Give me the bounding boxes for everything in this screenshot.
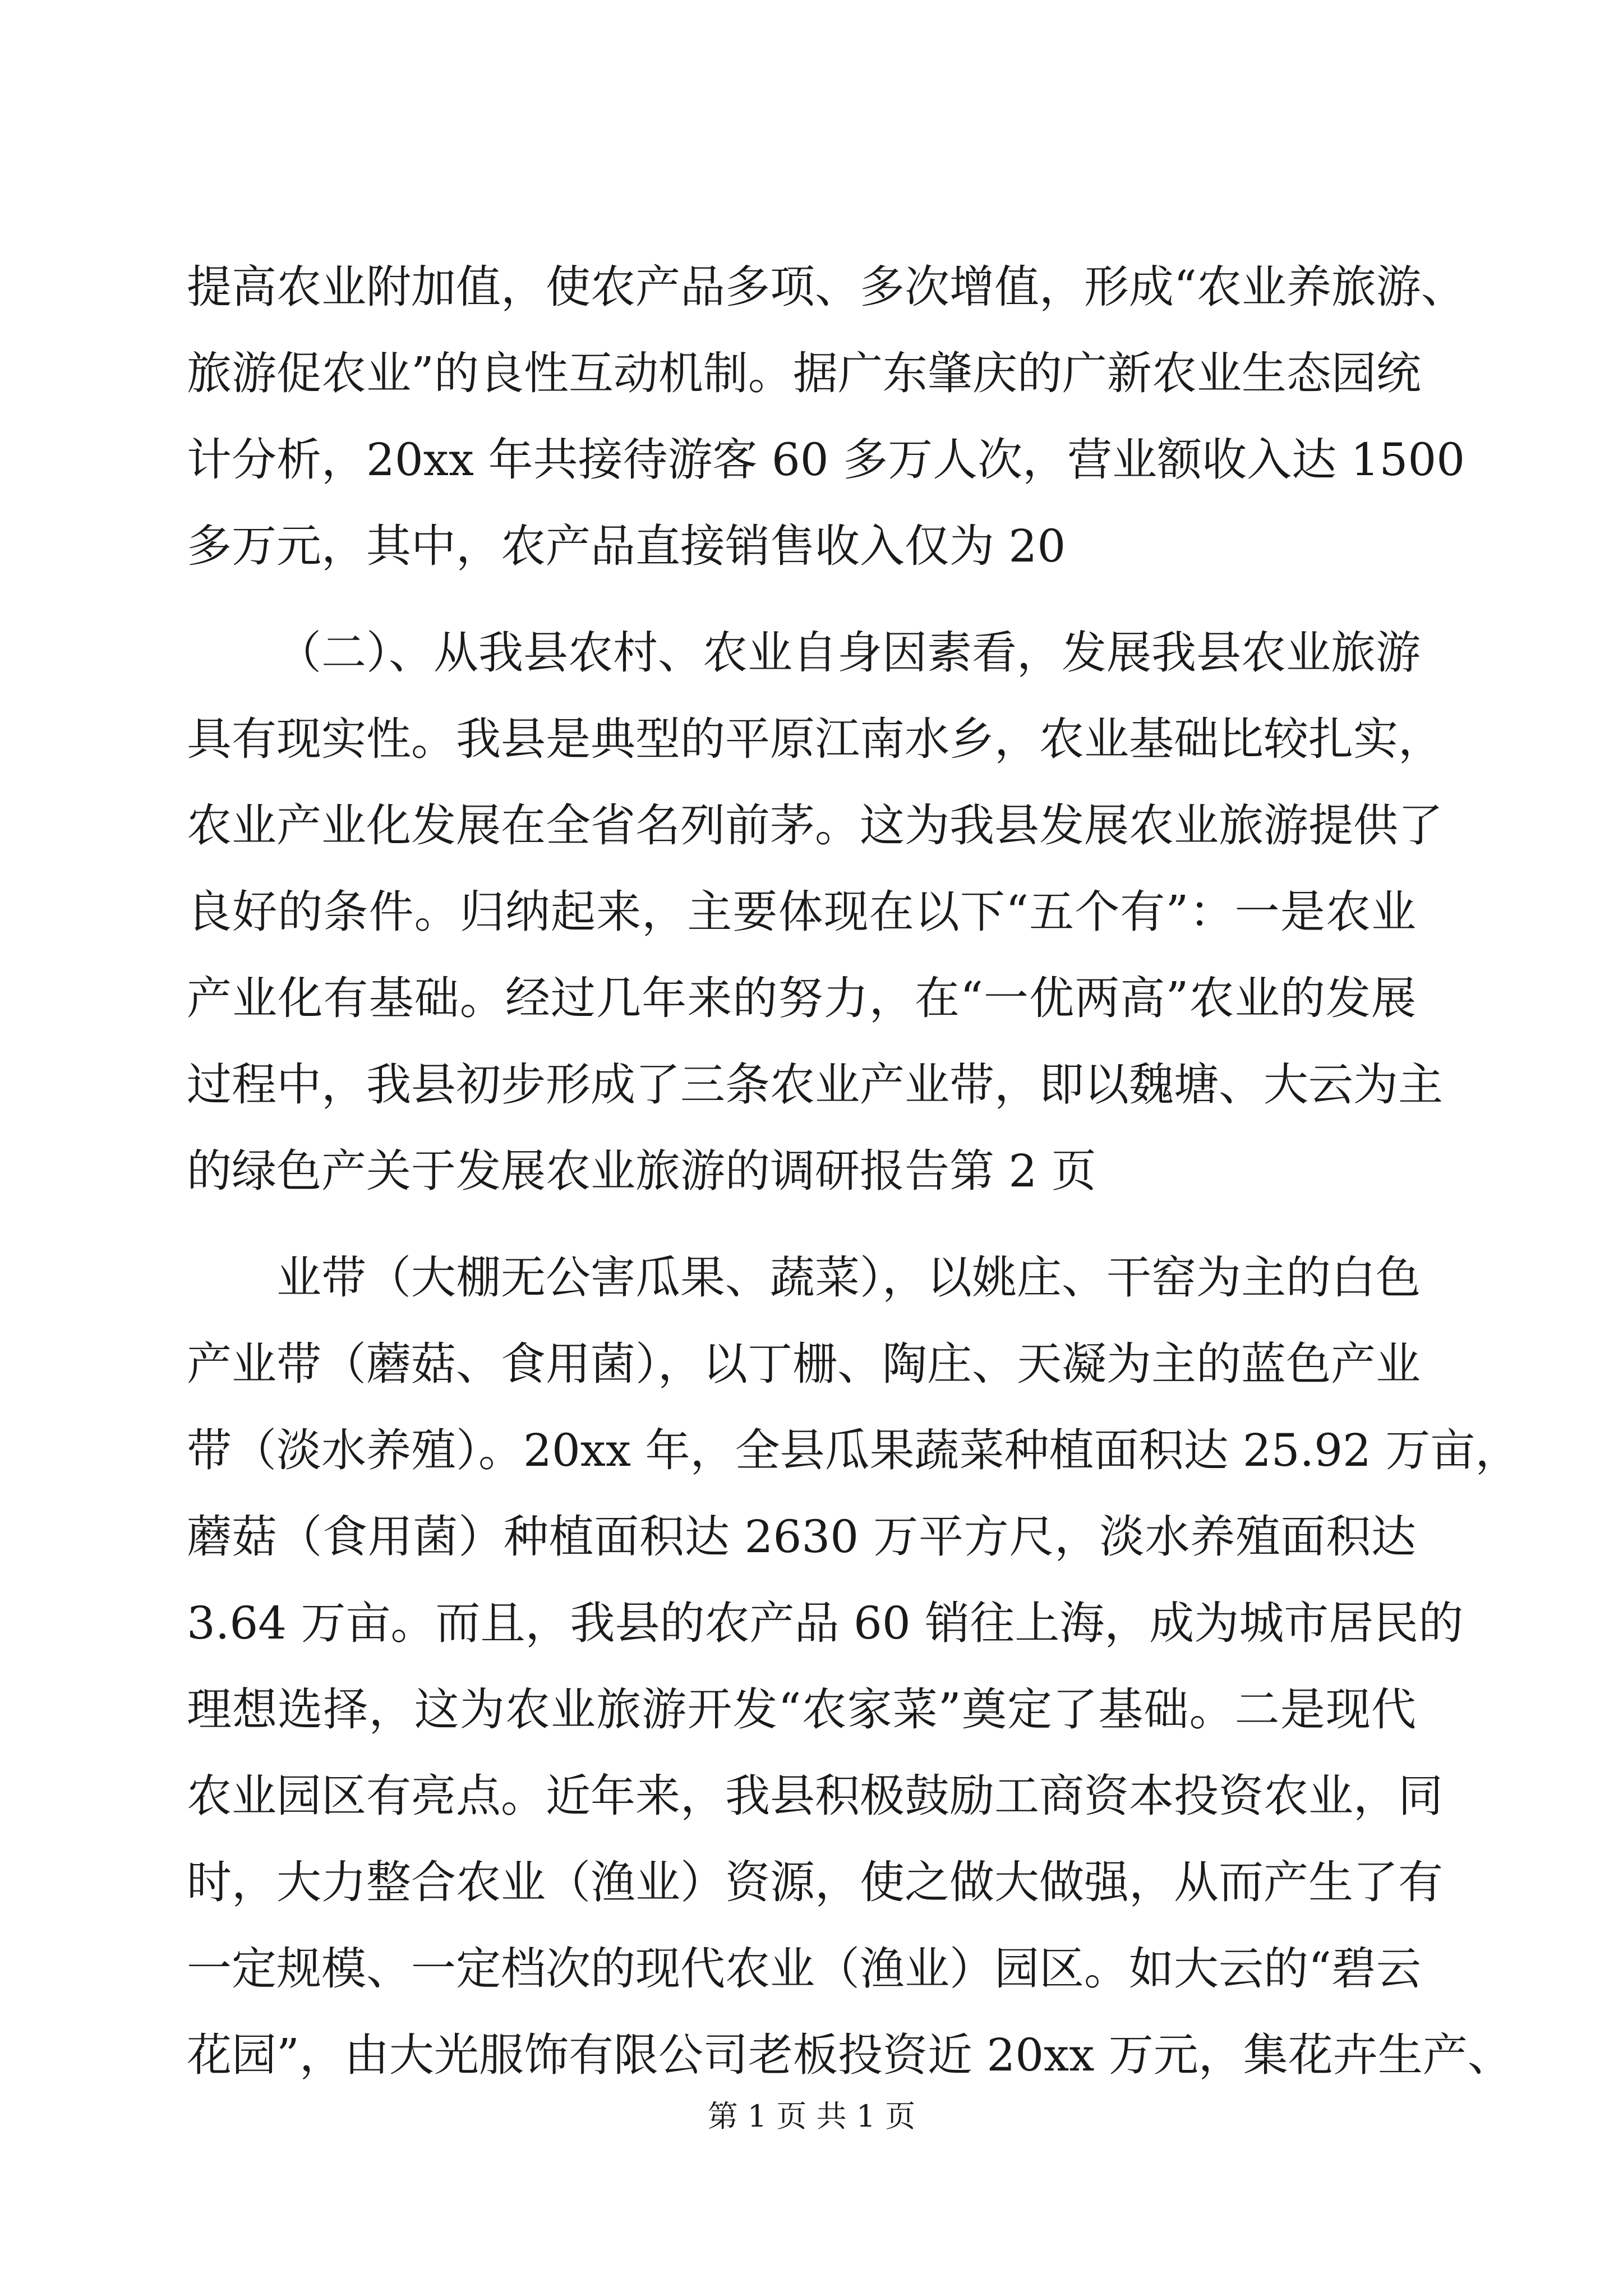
text-line: 多万元，其中，农产品直接销售收入仅为 20 <box>187 520 1066 572</box>
text-line: 产业化有基础。经过几年来的努力，在“一优两高”农业的发展 <box>187 972 1416 1024</box>
text-line: 时，大力整合农业（渔业）资源，使之做大做强，从而产生了有 <box>187 1856 1443 1908</box>
text-line: 旅游促农业”的良性互动机制。据广东肇庆的广新农业生态园统 <box>187 347 1421 399</box>
text-line: 一定规模、一定档次的现代农业（渔业）园区。如大云的“碧云 <box>187 1943 1421 1995</box>
text-line: 花园”，由大光服饰有限公司老板投资近 20xx 万元，集花卉生产、 <box>187 2029 1513 2081</box>
text-line: 产业带（蘑菇、食用菌），以丁栅、陶庄、天凝为主的蓝色产业 <box>187 1338 1421 1390</box>
text-line: 理想选择，这为农业旅游开发“农家菜”奠定了基础。二是现代 <box>187 1683 1416 1736</box>
page-number: 第 1 页 共 1 页 <box>707 2099 916 2134</box>
text-line: 提高农业附加值，使农产品多项、多次增值，形成“农业养旅游、 <box>187 261 1466 313</box>
paragraph-gap <box>187 1214 1416 1235</box>
paragraph <box>187 610 1443 1214</box>
paragraph-gap <box>187 590 1416 610</box>
text-line: 农业产业化发展在全省名列前茅。这为我县发展农业旅游提供了 <box>187 799 1443 852</box>
text-line: 蘑菇（食用菌）种植面积达 2630 万平方尺，淡水养殖面积达 <box>187 1511 1416 1563</box>
page-footer <box>0 2097 1623 2136</box>
text-line: （二）、从我县农村、农业自身因素看，发展我县农业旅游 <box>276 627 1421 679</box>
paragraph <box>187 244 1466 590</box>
text-line: 农业园区有亮点。近年来，我县积极鼓励工商资本投资农业，同 <box>187 1770 1443 1822</box>
text-line: 计分析，20xx 年共接待游客 60 多万人次，营业额收入达 1500 <box>187 434 1465 486</box>
paragraph <box>187 1235 1520 2099</box>
document-body <box>187 244 1520 2099</box>
text-line: 的绿色产关于发展农业旅游的调研报告第 2 页 <box>187 1145 1096 1197</box>
text-line: 3.64 万亩。而且，我县的农产品 60 销往上海，成为城市居民的 <box>187 1597 1464 1649</box>
text-line: 带（淡水养殖）。20xx 年，全县瓜果蔬菜种植面积达 25.92 万亩， <box>187 1424 1520 1476</box>
text-line: 良好的条件。归纳起来，主要体现在以下“五个有”：一是农业 <box>187 886 1416 938</box>
text-line: 过程中，我县初步形成了三条农业产业带，即以魏塘、大云为主 <box>187 1059 1443 1111</box>
text-line: 业带（大棚无公害瓜果、蔬菜），以姚庄、干窑为主的白色 <box>276 1251 1421 1304</box>
text-line: 具有现实性。我县是典型的平原江南水乡，农业基础比较扎实， <box>187 713 1443 765</box>
